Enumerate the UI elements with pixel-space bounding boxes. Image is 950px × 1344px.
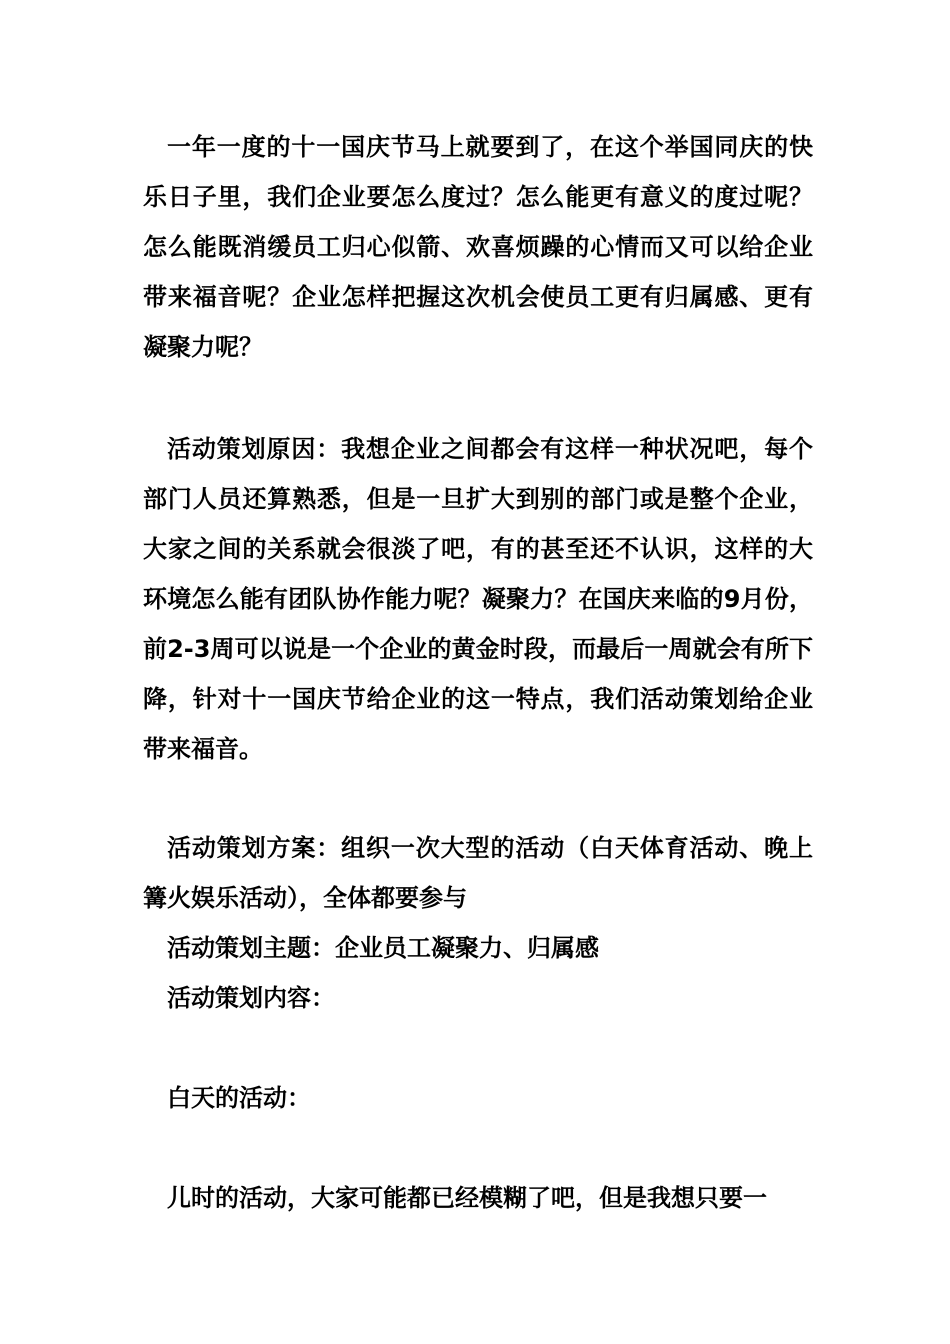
plan-paragraph: 活动策划方案：组织一次大型的活动（白天体育活动、晚上篝火娱乐活动），全体都要参与 bbox=[143, 834, 813, 912]
intro-paragraph: 一年一度的十一国庆节马上就要到了，在这个举国同庆的快乐日子里，我们企业要怎么度过？怎么能更有意义的度过呢？怎么能既消缓员工归心似箭、欢喜烦躁的心情而又可以给企业带来福音呢？企业怎样把握这次机会使员工更有归属感、更有凝聚力呢？ bbox=[143, 133, 813, 361]
theme-paragraph: 活动策划主题：企业员工凝聚力、归属感 bbox=[167, 934, 599, 962]
childhood-paragraph: 儿时的活动，大家可能都已经模糊了吧，但是我想只要一 bbox=[167, 1184, 767, 1212]
reason-paragraph: 活动策划原因：我想企业之间都会有这样一种状况吧，每个部门人员还算熟悉，但是一旦扩大到别的部门或是整个企业，大家之间的关系就会很淡了吧，有的甚至还不认识，这样的大环境怎么能有团队协作能力呢？凝聚力？在国庆来临的9月份，前2-3周可以说是一个企业的黄金时段，而最后一周就会有所下降，针对十一国庆节给企业的这一特点，我们活动策划给企业带来福音。 bbox=[143, 435, 813, 763]
content-heading: 活动策划内容： bbox=[167, 984, 335, 1012]
daytime-heading: 白天的活动： bbox=[167, 1084, 311, 1112]
